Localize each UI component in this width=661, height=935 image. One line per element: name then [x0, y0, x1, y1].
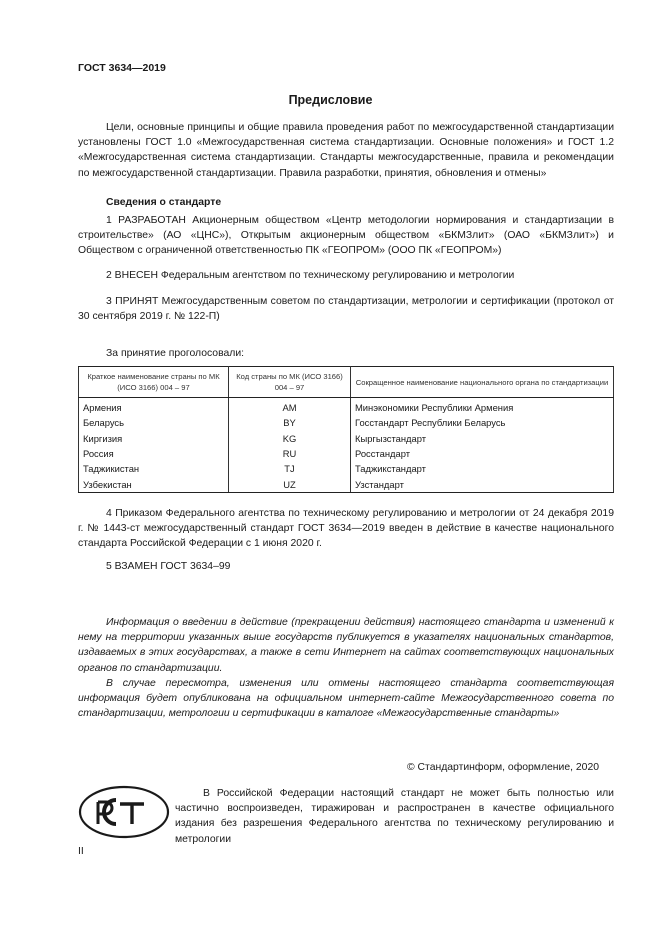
revision-notice: В случае пересмотра, изменения или отмены настоящего стандарта соответствующая информация будет опубликована на официальном интернет-сайте Межгосударственного совета по стандартизации, метрологии и сертификации в каталоге «Межгосударственные стандарты» [78, 678, 614, 720]
info-notice: Информация о введении в действие (прекращении действия) настоящего стандарта и изменений к нему на территории указанных выше государств публикуется в указателях национальных стандартов, издаваемых в этих государствах, а также в сети Интернет на сайтах соответствующих национальных органов по стандартизации. [78, 617, 614, 674]
rst-certification-mark-icon [78, 784, 170, 840]
item-adopted: 3 ПРИНЯТ Межгосударственным советом по стандартизации, метрологии и сертификации (протокол от 30 сентября 2019 г. № 122-П) [78, 296, 614, 323]
country-code: RU [229, 446, 351, 461]
table-row [79, 431, 614, 446]
votes-caption: За принятие проголосовали: [106, 348, 245, 359]
votes-table-header [79, 367, 614, 398]
page-number: II [78, 846, 84, 857]
about-heading: Сведения о стандарте [106, 197, 222, 208]
document-code: ГОСТ 3634—2019 [78, 62, 166, 74]
item-introduced: 2 ВНЕСЕН Федеральным агентством по техническому регулированию и метрологии [106, 270, 515, 281]
country-name: Беларусь [79, 415, 229, 430]
country-name: Россия [79, 446, 229, 461]
table-row [79, 476, 614, 492]
header-code: Код страны по МК (ИСО 3166) 004 – 97 [229, 367, 351, 398]
header-body: Сокращенное наименование национального органа по стандартизации [351, 367, 614, 398]
header-country: Краткое наименование страны по МК (ИСО 3166) 004 – 97 [79, 367, 229, 398]
table-row [79, 415, 614, 430]
votes-table [78, 366, 614, 493]
standards-body: Кыргызстандарт [351, 431, 614, 446]
standards-body: Таджикстандарт [351, 461, 614, 476]
country-name: Армения [79, 398, 229, 416]
table-row [79, 398, 614, 416]
item-replaces: 5 ВЗАМЕН ГОСТ 3634–99 [106, 561, 231, 572]
country-code: TJ [229, 461, 351, 476]
standards-body: Узстандарт [351, 476, 614, 492]
table-row [79, 446, 614, 461]
country-code: KG [229, 431, 351, 446]
country-code: UZ [229, 476, 351, 492]
country-name: Таджикистан [79, 461, 229, 476]
standards-body: Росстандарт [351, 446, 614, 461]
country-name: Киргизия [79, 431, 229, 446]
item-enacted: 4 Приказом Федерального агентства по техническому регулированию и метрологии от 24 декабря 2019 г. № 1443-ст межгосударственный стандарт ГОСТ 3634—2019 введен в действие в качестве национального стандарта Российской Федерации с 1 июня 2020 г. [78, 508, 614, 550]
country-code: AM [229, 398, 351, 416]
standards-body: Минэкономики Республики Армения [351, 398, 614, 416]
rights-notice: В Российской Федерации настоящий стандарт не может быть полностью или частично воспроизведен, тиражирован и распространен в качестве официального издания без разрешения Федерального агентства по техническому регулированию и метрологии [175, 788, 614, 845]
copyright-line: © Стандартинформ, оформление, 2020 [407, 762, 600, 773]
table-row [79, 461, 614, 476]
country-name: Узбекистан [79, 476, 229, 492]
country-code: BY [229, 415, 351, 430]
standards-body: Госстандарт Республики Беларусь [351, 415, 614, 430]
intro-paragraph: Цели, основные принципы и общие правила проведения работ по межгосударственной стандартизации установлены ГОСТ 1.0 «Межгосударственная система стандартизации. Основные положения» и ГОСТ 1.2 «Межгосударственная система стандартизации. Стандарты межгосударственные, правила и рекомендации по межгосударственной стандартизации. Правила разработки, принятия, обновления и отмены» [78, 122, 614, 179]
item-developed: 1 РАЗРАБОТАН Акционерным обществом «Центр методологии нормирования и стандартизации в строительстве» (АО «ЦНС»), Открытым акционерным обществом «БКМЗлит» (ОАО «БКМЗлит») и Обществом с ограниченной ответственностью ПК «ГЕОПРОМ» (ООО ПК «ГЕОПРОМ») [78, 215, 614, 257]
page-title: Предисловие [288, 93, 373, 107]
